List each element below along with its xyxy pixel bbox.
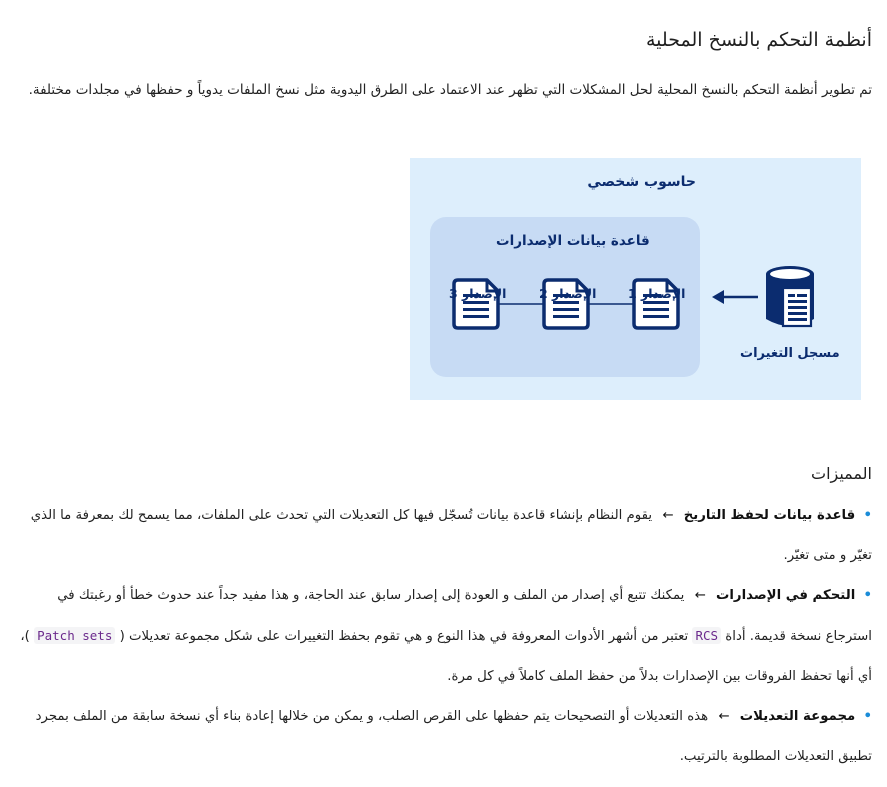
intro-paragraph: تم تطوير أنظمة التحكم بالنسخ المحلية لحل المشكلات التي تظهر عند الاعتماد على الطرق اليدوية مثل نسخ الملفات يدوياً و حفظها في مجلدات مختلفة. bbox=[28, 82, 872, 98]
feature-term: قاعدة بيانات لحفظ التاريخ bbox=[683, 508, 856, 523]
section-heading: أنظمة التحكم بالنسخ المحلية bbox=[646, 29, 872, 51]
computer-label: حاسوب شخصي bbox=[587, 174, 696, 190]
feature-item bbox=[17, 576, 872, 697]
version-3-label: الإصدار 3 bbox=[449, 286, 507, 301]
diagram-graphics bbox=[410, 158, 861, 400]
version-1-label: الإصدار 1 bbox=[628, 286, 686, 301]
features-heading: المميزات bbox=[811, 464, 872, 483]
features-list bbox=[17, 496, 872, 777]
arrow-left-icon bbox=[712, 290, 758, 304]
feature-text: هذه التعديلات أو التصحيحات يتم حفظها على القرص الصلب، و يمكن من خلالها إعادة بناء أي نسخة سابقة من الملف بمجرد تطبيق التعديلات المطلوبة بالترتيب. bbox=[35, 709, 872, 764]
version-database-label: قاعدة بيانات الإصدارات bbox=[496, 233, 650, 249]
inline-code: Patch sets bbox=[34, 627, 115, 644]
feature-text: )، أي أنها تحفظ الفروقات بين الإصدارات بدلاً من حفظ الملف كاملاً في كل مرة. bbox=[20, 629, 872, 684]
bullet-icon: • bbox=[863, 588, 872, 603]
feature-text: تعتبر من أشهر الأدوات المعروفة في هذا النوع و هي تقوم بحفظ التغييرات على شكل مجموعة تعديلات ( bbox=[119, 629, 689, 644]
database-document-icon bbox=[766, 266, 814, 326]
feature-text: يمكنك تتبع أي إصدار من الملف و العودة إلى إصدار سابق عند الحاجة، و هذا مفيد جداً عند حدوث خطأ أو رغبتك في استرجاع نسخة قديمة. أداة bbox=[57, 588, 872, 644]
inline-code: RCS bbox=[692, 627, 721, 644]
feature-term: مجموعة التعديلات bbox=[739, 709, 856, 724]
bullet-icon: • bbox=[863, 508, 872, 523]
local-vcs-diagram bbox=[410, 158, 861, 400]
feature-item bbox=[17, 496, 872, 576]
feature-item bbox=[17, 697, 872, 777]
version-2-label: الإصدار 2 bbox=[539, 286, 597, 301]
arrow-left-icon: ← bbox=[694, 588, 706, 603]
arrow-left-icon: ← bbox=[662, 508, 674, 523]
bullet-icon: • bbox=[863, 709, 872, 724]
change-log-label: مسجل التغيرات bbox=[740, 346, 840, 361]
feature-text: يقوم النظام بإنشاء قاعدة بيانات تُسجّل فيها كل التعديلات التي تحدث على الملفات، مما يسمح لك بمعرفة ما الذي تغيّر و متى تغيّر. bbox=[30, 508, 872, 563]
arrow-left-icon: ← bbox=[718, 709, 730, 724]
feature-term: التحكم في الإصدارات bbox=[716, 588, 856, 603]
